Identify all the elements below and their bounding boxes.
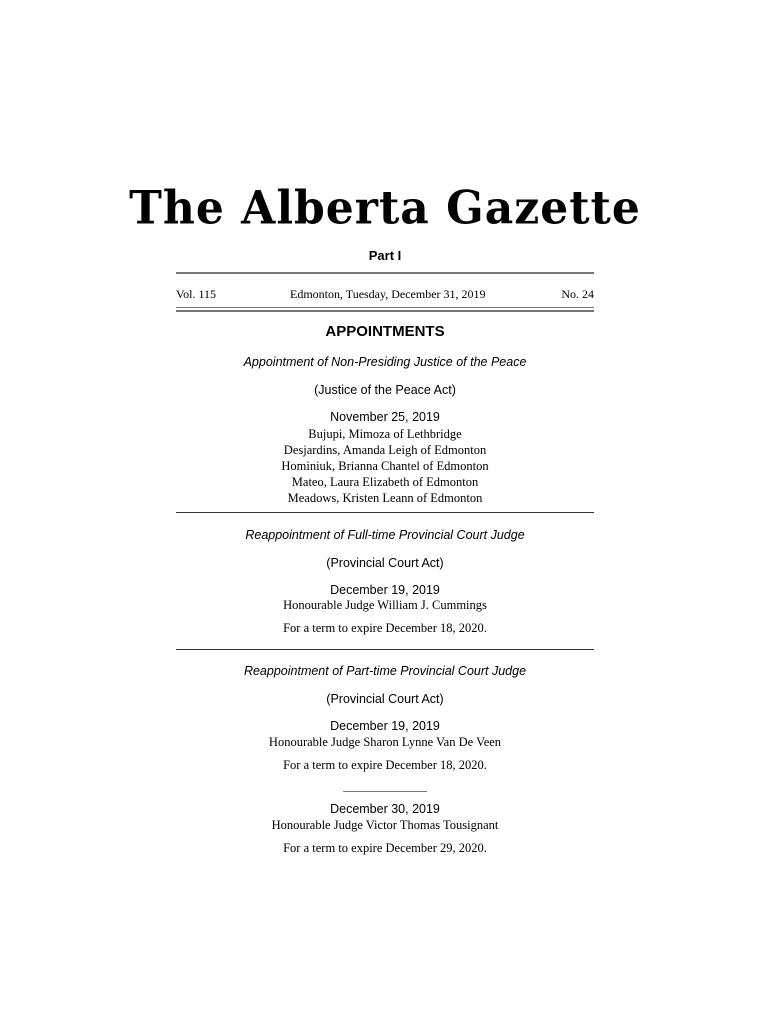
appointee-name: Bujupi, Mimoza of Lethbridge [308,427,462,441]
appointee-name: Mateo, Laura Elizabeth of Edmonton [291,475,479,489]
term-text: For a term to expire December 18, 2020. [283,621,487,635]
appointee-name: Honourable Judge Sharon Lynne Van De Veen [268,735,502,749]
gazette-title: The Alberta Gazette [129,181,641,236]
volume-number: Vol. 115 [176,287,217,301]
entry-separator [343,791,427,792]
dateline-rule-lower [176,310,594,312]
section-divider [176,512,594,513]
appointee-name: Hominiuk, Brianna Chantel of Edmonton [281,459,489,473]
section-title: Reappointment of Full-time Provincial Court Judge [245,528,525,542]
section-divider [176,649,594,650]
section-title: Appointment of Non-Presiding Justice of the Peace [243,355,527,369]
top-rule [176,272,594,274]
term-text: For a term to expire December 18, 2020. [283,758,487,772]
appointee-name: Meadows, Kristen Leann of Edmonton [287,491,483,505]
appointment-date: December 19, 2019 [330,719,440,733]
appointee-name: Desjardins, Amanda Leigh of Edmonton [283,443,487,457]
issue-number: No. 24 [561,287,594,301]
act-name: (Provincial Court Act) [326,556,444,570]
appointee-name: Honourable Judge William J. Cummings [283,598,487,612]
place-date: Edmonton, Tuesday, December 31, 2019 [290,287,486,301]
act-name: (Justice of the Peace Act) [314,383,456,397]
part-label: Part I [368,248,402,263]
appointment-date: December 30, 2019 [330,802,440,816]
appointment-date: December 19, 2019 [330,583,440,597]
appointment-date: November 25, 2019 [330,410,440,424]
dateline-rule-upper [176,307,594,308]
act-name: (Provincial Court Act) [326,692,444,706]
term-text: For a term to expire December 29, 2020. [283,841,487,855]
section-heading: APPOINTMENTS [325,323,445,340]
appointee-name: Honourable Judge Victor Thomas Tousignant [271,818,499,832]
section-title: Reappointment of Part-time Provincial Court Judge [243,664,527,678]
